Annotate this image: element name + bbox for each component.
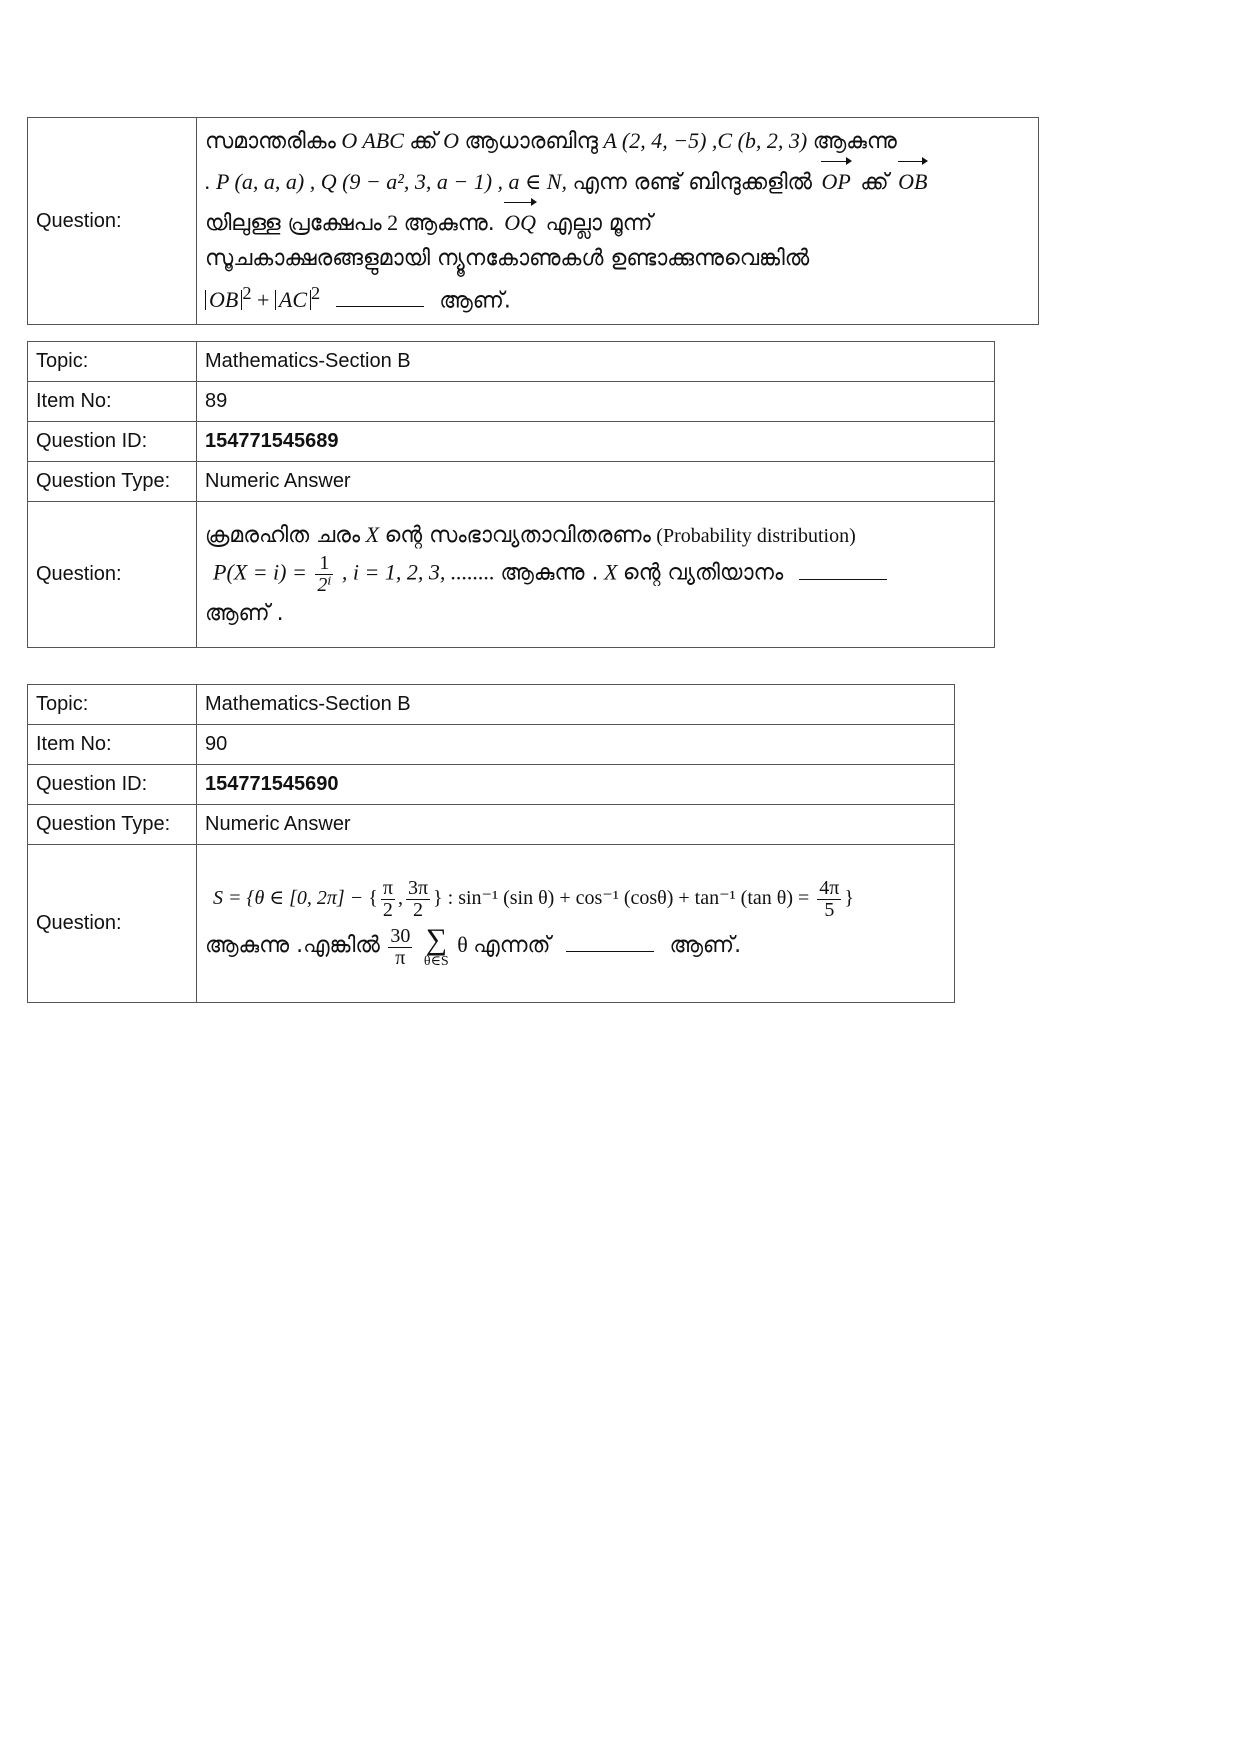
q90-set-end: } bbox=[844, 887, 854, 910]
q88-text-1d: O bbox=[443, 128, 460, 153]
answer-blank bbox=[799, 561, 887, 580]
q90-frac3-num: 4π bbox=[819, 877, 840, 899]
question-type-value: Numeric Answer bbox=[197, 462, 995, 502]
q90-fraction-3 bbox=[817, 878, 841, 921]
q88-text-3d: എല്ലാ മൂന്ന് bbox=[545, 211, 653, 236]
q90-frac4-num: 30 bbox=[390, 924, 411, 947]
question-id-label: Question ID: bbox=[28, 765, 197, 805]
q89-formula-rest: , i = 1, 2, 3, ........ bbox=[341, 559, 495, 585]
question-90-body bbox=[197, 845, 955, 1003]
question-89-line-1 bbox=[205, 518, 986, 553]
question-90-line-1 bbox=[205, 878, 946, 921]
q88-text-3c: ആകുന്നു. bbox=[403, 211, 495, 236]
q90-condition: : sin⁻¹ (sin θ) + cos⁻¹ (cosθ) + tan⁻¹ (tan θ) = bbox=[447, 887, 810, 910]
q88-text-3b: 2 bbox=[387, 210, 399, 235]
question-label: Question: bbox=[28, 845, 197, 1003]
q89-frac-num: 1 bbox=[315, 553, 333, 575]
question-label: Question: bbox=[28, 502, 197, 648]
q88-text-1e: ആധാരബിന്ദു bbox=[464, 129, 598, 154]
q89-text-2c: X bbox=[603, 559, 618, 585]
q89-text-1c: ന്റെ സംഭാവ്യതാവിതരണം bbox=[384, 523, 651, 548]
q90-fraction-2 bbox=[406, 878, 430, 921]
sigma-subscript: θ∈S bbox=[423, 954, 449, 969]
q89-text-1b: X bbox=[365, 522, 380, 547]
question-label: Question: bbox=[28, 118, 197, 325]
q90-brace-open: { bbox=[368, 887, 378, 910]
q88-text-3a: യിലുള്ള പ്രക്ഷേപം bbox=[205, 211, 382, 236]
question-type-value: Numeric Answer bbox=[197, 805, 955, 845]
q88-text-5-end: ആണ്. bbox=[439, 288, 511, 314]
abs-ob: OB bbox=[205, 290, 242, 310]
q90-frac4-den: π bbox=[395, 946, 406, 969]
vector-ob: OB bbox=[898, 159, 927, 199]
question-88-table bbox=[27, 117, 1039, 325]
q88-sup-2: 2 bbox=[311, 283, 321, 303]
q88-text-2b: എന്ന രണ്ട് ബിന്ദുക്കളിൽ bbox=[572, 170, 812, 195]
question-88-line-1 bbox=[205, 124, 1030, 159]
q88-text-1a: സമാന്തരികം bbox=[205, 129, 336, 154]
q88-text-1b: O ABC bbox=[341, 128, 404, 153]
question-88-line-2 bbox=[205, 159, 1030, 200]
q88-text-1f: A (2, 4, −5) ,C (b, 2, 3) bbox=[603, 128, 808, 153]
q88-text-1g: ആകുന്നു bbox=[812, 129, 897, 154]
q89-text-2b: ആകുന്നു . bbox=[500, 560, 599, 586]
question-type-label: Question Type: bbox=[28, 805, 197, 845]
question-88-line-5 bbox=[205, 276, 1030, 318]
question-88-line-3 bbox=[205, 200, 1030, 241]
q90-frac2-num: 3π bbox=[407, 877, 429, 899]
question-id-label: Question ID: bbox=[28, 422, 197, 462]
q89-fraction bbox=[315, 553, 333, 596]
q90-set-start: S = {θ ∈ [0, 2π] − bbox=[213, 887, 364, 910]
answer-blank bbox=[336, 288, 424, 307]
q89-text-2d: ന്റെ വ്യതിയാനം bbox=[622, 560, 784, 586]
q90-comma: , bbox=[397, 887, 403, 910]
item-no-label: Item No: bbox=[28, 725, 197, 765]
question-88-line-4 bbox=[205, 241, 1030, 276]
question-89-body bbox=[197, 502, 995, 648]
q89-text-1d: (Probability distribution) bbox=[656, 525, 856, 547]
q89-frac-den: 2ⁱ bbox=[317, 574, 332, 596]
answer-blank bbox=[566, 933, 654, 952]
question-89-table bbox=[27, 341, 995, 648]
abs-ac: AC bbox=[275, 290, 311, 310]
q90-text-2c: എന്നത് bbox=[473, 933, 551, 959]
question-88-body bbox=[197, 118, 1039, 325]
topic-value: Mathematics-Section B bbox=[197, 342, 995, 382]
topic-label: Topic: bbox=[28, 685, 197, 725]
q88-text-4: സൂചകാക്ഷരങ്ങളുമായി ന്യൂനകോണുകൾ ഉണ്ടാക്കുന്നുവെങ്കിൽ bbox=[205, 246, 810, 271]
q90-frac1-den: 2 bbox=[382, 899, 393, 921]
topic-value: Mathematics-Section B bbox=[197, 685, 955, 725]
q88-text-2c: ക്ക് bbox=[860, 170, 889, 195]
item-no-value: 89 bbox=[197, 382, 995, 422]
q90-text-2a: ആകുന്നു .എങ്കിൽ bbox=[205, 933, 380, 959]
question-id-value: 154771545690 bbox=[197, 765, 955, 805]
question-type-label: Question Type: bbox=[28, 462, 197, 502]
item-no-label: Item No: bbox=[28, 382, 197, 422]
q88-sup-1: 2 bbox=[242, 283, 252, 303]
q88-text-2a: . P (a, a, a) , Q (9 − a², 3, a − 1) , a ∈ N, bbox=[205, 169, 567, 194]
question-90-line-2 bbox=[205, 925, 946, 969]
q90-frac3-den: 5 bbox=[824, 899, 835, 921]
question-90-table bbox=[27, 684, 955, 1003]
q90-fraction-4 bbox=[388, 926, 412, 969]
vector-op: OP bbox=[821, 159, 850, 199]
q90-brace-close: } bbox=[433, 887, 443, 910]
q90-text-2d: ആണ്. bbox=[669, 933, 742, 959]
topic-label: Topic: bbox=[28, 342, 197, 382]
q88-text-1c: ക്ക് bbox=[409, 129, 438, 154]
q90-theta: θ bbox=[457, 932, 468, 958]
vector-oq: OQ bbox=[504, 200, 536, 240]
q89-formula-lhs: P(X = i) = bbox=[213, 559, 307, 585]
question-id-value: 154771545689 bbox=[197, 422, 995, 462]
q88-plus: + bbox=[257, 287, 270, 313]
q89-text-3: ആണ് . bbox=[205, 601, 284, 626]
q89-text-1a: ക്രമരഹിത ചരം bbox=[205, 523, 361, 548]
question-89-line-3 bbox=[205, 596, 986, 631]
summation-symbol bbox=[424, 925, 449, 969]
q90-frac1-num: π bbox=[382, 877, 393, 899]
q90-frac2-den: 2 bbox=[412, 899, 423, 921]
question-89-line-2 bbox=[205, 553, 986, 596]
sigma-icon: ∑ bbox=[425, 923, 447, 956]
q90-fraction-1 bbox=[381, 878, 395, 921]
item-no-value: 90 bbox=[197, 725, 955, 765]
